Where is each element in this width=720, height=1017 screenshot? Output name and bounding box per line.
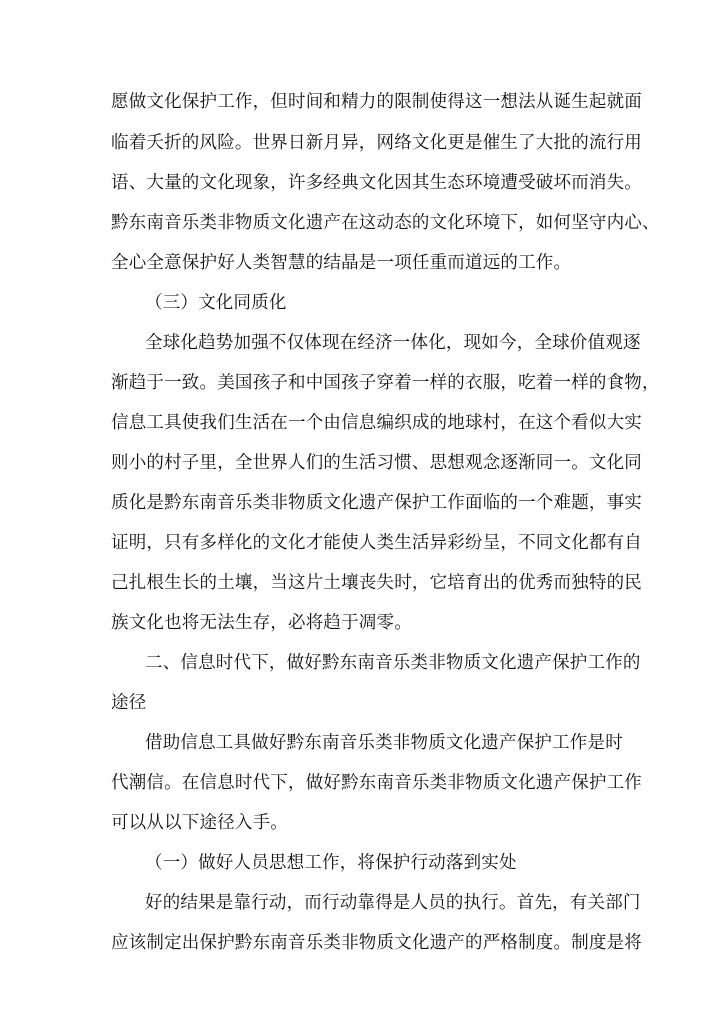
text-line: 可以从以下途径入手。 xyxy=(111,813,288,833)
text-line: 借助信息工具做好黔东南音乐类非物质文化遗产保护工作是时 xyxy=(145,733,623,753)
text-line: 愿做文化保护工作，但时间和精力的限制使得这一想法从诞生起就面 xyxy=(111,92,642,112)
text-line: 代潮信。在信息时代下，做好黔东南音乐类非物质文化遗产保护工作 xyxy=(111,773,642,793)
text-line: 黔东南音乐类非物质文化遗产在这动态的文化环境下，如何坚守内心、 xyxy=(111,213,660,233)
text-line: 临着夭折的风险。世界日新月异，网络文化更是催生了大批的流行用 xyxy=(111,133,642,153)
text-line: 则小的村子里，全世界人们的生活习惯、思想观念逐渐同一。文化同 xyxy=(111,453,642,473)
text-line: 证明，只有多样化的文化才能使人类生活异彩纷呈，不同文化都有自 xyxy=(111,533,642,553)
section-heading-continuation: 途径 xyxy=(111,693,147,713)
text-line: 全球化趋势加强不仅体现在经济一体化，现如今，全球价值观逐 xyxy=(145,333,641,353)
text-line: 语、大量的文化现象，许多经典文化因其生态环境遭受破坏而消失。 xyxy=(111,173,642,193)
text-line: 渐趋于一致。美国孩子和中国孩子穿着一样的衣服，吃着一样的食物， xyxy=(111,373,660,393)
text-line: 全心全意保护好人类智慧的结晶是一项任重而道远的工作。 xyxy=(111,253,572,273)
text-line: 己扎根生长的土壤，当这片土壤丧失时，它培育出的优秀而独特的民 xyxy=(111,573,642,593)
text-line: 质化是黔东南音乐类非物质文化遗产保护工作面临的一个难题，事实 xyxy=(111,493,642,513)
text-line: 族文化也将无法生存，必将趋于凋零。 xyxy=(111,613,412,633)
text-line: 信息工具使我们生活在一个由信息编织成的地球村，在这个看似大实 xyxy=(111,413,642,433)
section-heading: （三）文化同质化 xyxy=(145,293,287,313)
section-heading: 二、信息时代下，做好黔东南音乐类非物质文化遗产保护工作的 xyxy=(145,653,641,673)
subsection-heading: （一）做好人员思想工作，将保护行动落到实处 xyxy=(145,853,517,873)
text-line: 好的结果是靠行动，而行动靠得是人员的执行。首先，有关部门 xyxy=(145,893,641,913)
text-line: 应该制定出保护黔东南音乐类非物质文化遗产的严格制度。制度是将 xyxy=(111,933,642,953)
